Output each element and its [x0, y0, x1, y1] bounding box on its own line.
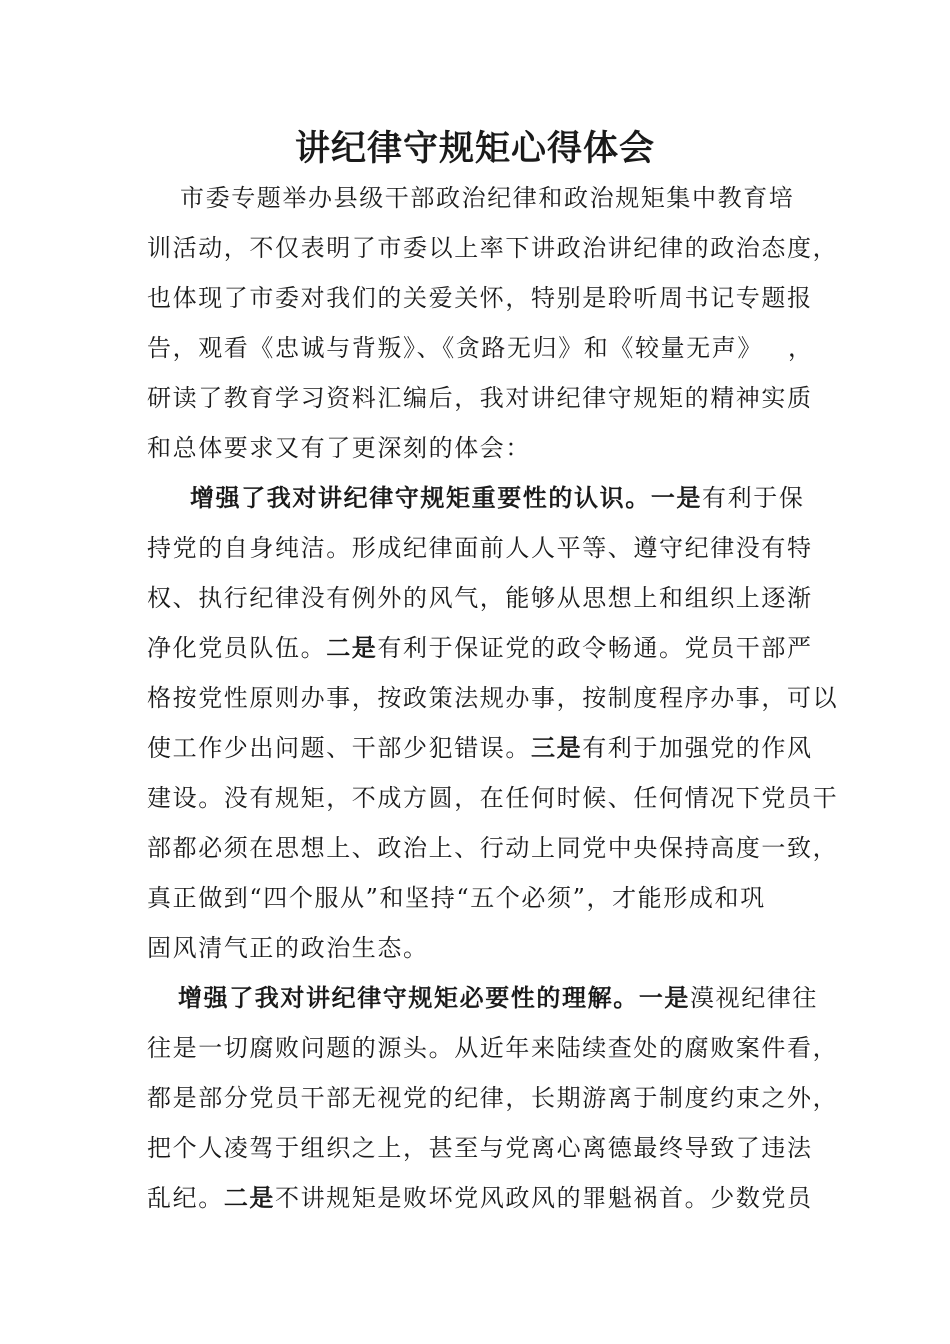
section1-marker-2: 二是 [326, 633, 378, 662]
section2-marker-1: 一是 [638, 983, 691, 1012]
section2-line-2: 往是一切腐败问题的源头。从近年来陆续查处的腐败案件看， [147, 1034, 839, 1062]
section1-line-7: 建设。没有规矩，不成方圆，在任何时候、任何情况下党员干 [147, 784, 839, 812]
section1-line-6 [147, 731, 813, 765]
section1-heading: 增强了我对讲纪律守规矩重要性的认识。 [190, 483, 651, 512]
intro-line-4-comma: ， [788, 334, 814, 362]
section1-first-line [190, 481, 804, 515]
section2-line-5-pre: 乱纪。 [147, 1184, 224, 1212]
section1-line-9: 真正做到“四个服从”和坚持“五个必须”，才能形成和巩 [147, 884, 766, 912]
section1-line-6-post: 有利于加强党的作风 [582, 734, 813, 762]
section2-heading: 增强了我对讲纪律守规矩必要性的理解。 [178, 983, 639, 1012]
section1-line-4 [147, 631, 813, 665]
section2-first-line [178, 981, 818, 1015]
page-title: 讲纪律守规矩心得体会 [294, 128, 655, 169]
section1-line-8: 部都必须在思想上、政治上、行动上同党中央保持高度一致， [147, 834, 839, 862]
section2-first-rest: 漠视纪律往 [690, 984, 819, 1012]
intro-line-6: 和总体要求又有了更深刻的体会： [147, 434, 531, 462]
intro-line-3: 也体现了市委对我们的关爱关怀，特别是聆听周书记专题报 [147, 284, 813, 312]
section1-line-4-post: 有利于保证党的政令畅通。党员干部严 [377, 634, 813, 662]
section2-line-4: 把个人凌驾于组织之上，甚至与党离心离德最终导致了违法 [147, 1134, 813, 1162]
section2-marker-2: 二是 [223, 1183, 276, 1212]
section2-line-5 [147, 1181, 813, 1215]
intro-line-4: 告，观看《忠诚与背叛》、《贪路无归》和《较量无声》 [147, 334, 763, 362]
section1-marker-1: 一是 [650, 483, 703, 512]
section1-first-rest: 有利于保 [702, 484, 805, 512]
section1-line-10: 固风清气正的政治生态。 [147, 934, 429, 962]
intro-line-2: 训活动，不仅表明了市委以上率下讲政治讲纪律的政治态度， [147, 234, 839, 262]
section1-line-3: 权、执行纪律没有例外的风气，能够从思想上和组织上逐渐 [147, 584, 813, 612]
intro-line-1: 市委专题举办县级干部政治纪律和政治规矩集中教育培 [180, 184, 795, 212]
section2-line-5-post: 不讲规矩是败坏党风政风的罪魁祸首。少数党员 [275, 1184, 813, 1212]
section1-marker-3: 三是 [531, 733, 583, 762]
section2-line-3: 都是部分党员干部无视党的纪律，长期游离于制度约束之外， [147, 1084, 839, 1112]
intro-line-5: 研读了教育学习资料汇编后，我对讲纪律守规矩的精神实质 [147, 384, 813, 412]
section1-line-4-pre: 净化党员队伍。 [147, 634, 327, 662]
section1-line-6-pre: 使工作少出问题、干部少犯错误。 [147, 734, 531, 762]
section1-line-2: 持党的自身纯洁。形成纪律面前人人平等、遵守纪律没有特 [147, 534, 813, 562]
section1-line-5: 格按党性原则办事，按政策法规办事，按制度程序办事，可以 [147, 684, 839, 712]
